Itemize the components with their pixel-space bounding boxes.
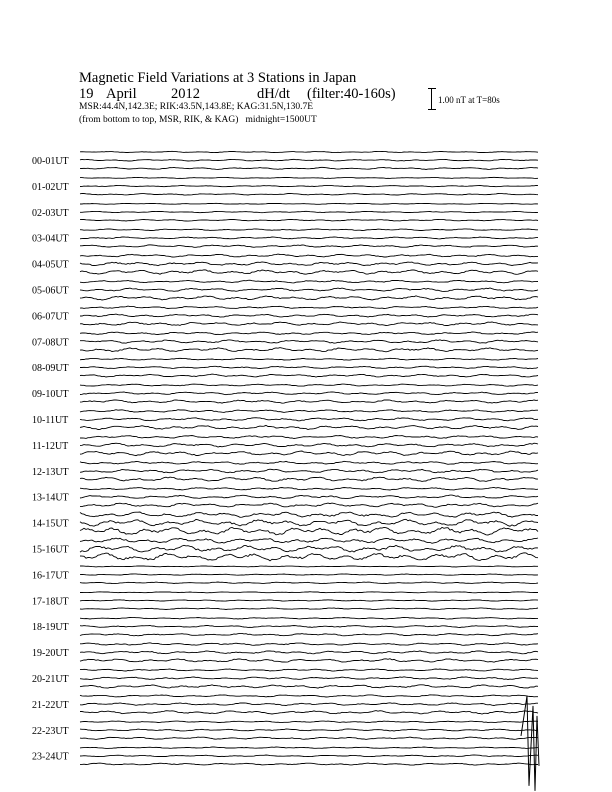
trace-16-17UT-RIK xyxy=(80,574,538,575)
trace-09-10UT-KAG xyxy=(80,384,538,386)
trace-03-04UT-KAG xyxy=(80,229,538,231)
trace-19-20UT-MSR xyxy=(80,659,538,663)
trace-22-23UT-MSR xyxy=(80,737,538,739)
trace-12-13UT-MSR xyxy=(80,477,538,481)
date-day: 19 xyxy=(79,86,94,102)
trace-04-05UT-KAG xyxy=(80,254,538,257)
trace-01-02UT-RIK xyxy=(80,185,538,186)
hour-label-02-03UT: 02-03UT xyxy=(32,207,69,219)
trace-18-19UT-MSR xyxy=(80,633,538,635)
hour-label-10-11UT: 10-11UT xyxy=(32,415,69,426)
trace-16-17UT-MSR xyxy=(80,582,538,584)
trace-10-11UT-RIK xyxy=(80,418,538,421)
hour-label-11-12UT: 11-12UT xyxy=(32,440,69,452)
hour-label-13-14UT: 13-14UT xyxy=(32,492,69,504)
hour-label-00-01UT: 00-01UT xyxy=(32,156,69,167)
trace-03-04UT-MSR xyxy=(80,245,538,248)
hour-label-14-15UT: 14-15UT xyxy=(32,518,69,530)
trace-07-08UT-MSR xyxy=(80,348,538,352)
trace-21-22UT-RIK xyxy=(80,703,538,706)
trace-04-05UT-MSR xyxy=(80,270,538,275)
trace-00-01UT-MSR xyxy=(80,167,538,169)
hour-label-04-05UT: 04-05UT xyxy=(32,259,69,271)
trace-03-04UT-RIK xyxy=(80,237,538,239)
hour-label-06-07UT: 06-07UT xyxy=(32,311,69,323)
order-note: (from bottom to top, MSR, RIK, & KAG) midnight=1500UT xyxy=(79,115,317,125)
trace-05-06UT-MSR xyxy=(80,296,538,300)
trace-02-03UT-RIK xyxy=(80,211,538,212)
scale-label: 1.00 nT at T=80s xyxy=(438,95,500,105)
trace-12-13UT-KAG xyxy=(80,461,538,464)
midnight-note: midnight=1500UT xyxy=(245,115,317,125)
hour-label-09-10UT: 09-10UT xyxy=(32,389,69,401)
trace-01-02UT-MSR xyxy=(80,193,538,195)
trace-05-06UT-RIK xyxy=(80,288,538,291)
trace-14-15UT-KAG xyxy=(80,512,538,517)
trace-06-07UT-MSR xyxy=(80,322,538,326)
filter-label: (filter:40-160s) xyxy=(307,86,396,102)
trace-17-18UT-MSR xyxy=(80,608,538,610)
trace-00-01UT-KAG xyxy=(80,151,538,152)
hour-label-07-08UT: 07-08UT xyxy=(32,337,69,349)
trace-20-21UT-KAG xyxy=(80,669,538,671)
date-month: April xyxy=(106,86,137,102)
hour-label-18-19UT: 18-19UT xyxy=(32,622,69,634)
trace-07-08UT-RIK xyxy=(80,340,538,343)
trace-21-22UT-MSR xyxy=(80,711,538,714)
hour-label-05-06UT: 05-06UT xyxy=(32,285,69,297)
hour-label-22-23UT: 22-23UT xyxy=(32,725,69,737)
hour-label-03-04UT: 03-04UT xyxy=(32,233,69,245)
trace-08-09UT-KAG xyxy=(80,358,538,360)
hour-label-08-09UT: 08-09UT xyxy=(32,363,69,375)
trace-20-21UT-MSR xyxy=(80,685,538,688)
trace-08-09UT-RIK xyxy=(80,366,538,368)
trace-15-16UT-KAG xyxy=(80,538,538,543)
date-year: 2012 xyxy=(171,86,200,102)
trace-11-12UT-MSR xyxy=(80,451,538,456)
trace-05-06UT-KAG xyxy=(80,280,538,283)
hour-label-19-20UT: 19-20UT xyxy=(32,648,69,660)
trace-06-07UT-RIK xyxy=(80,314,538,317)
trace-18-19UT-KAG xyxy=(80,617,538,619)
trace-17-18UT-KAG xyxy=(80,592,538,593)
trace-21-22UT-KAG xyxy=(80,695,538,697)
trace-13-14UT-KAG xyxy=(80,487,538,490)
hour-label-21-22UT: 21-22UT xyxy=(32,699,69,711)
trace-02-03UT-MSR xyxy=(80,219,538,221)
trace-11-12UT-RIK xyxy=(80,443,538,447)
trace-23-24UT-KAG xyxy=(80,747,538,748)
hour-label-16-17UT: 16-17UT xyxy=(32,570,69,582)
trace-19-20UT-KAG xyxy=(80,643,538,646)
trace-13-14UT-MSR xyxy=(80,503,538,507)
stations-label: MSR:44.4N,142.3E; RIK:43.5N,143.8E; KAG:31.5N,130.7E xyxy=(79,102,314,112)
trace-08-09UT-MSR xyxy=(80,374,538,377)
quantity-label: dH/dt xyxy=(257,86,291,102)
trace-22-23UT-KAG xyxy=(80,721,538,723)
trace-17-18UT-RIK xyxy=(80,600,538,601)
trace-10-11UT-KAG xyxy=(80,410,538,413)
trace-09-10UT-MSR xyxy=(80,400,538,403)
trace-14-15UT-MSR xyxy=(80,527,538,535)
trace-02-03UT-KAG xyxy=(80,203,538,204)
trace-10-11UT-MSR xyxy=(80,425,538,429)
spike-trace xyxy=(521,696,539,791)
trace-04-05UT-RIK xyxy=(80,262,538,266)
trace-13-14UT-RIK xyxy=(80,495,538,499)
trace-12-13UT-RIK xyxy=(80,469,538,473)
trace-14-15UT-RIK xyxy=(80,519,538,526)
trace-15-16UT-RIK xyxy=(80,545,538,552)
hour-label-12-13UT: 12-13UT xyxy=(32,466,69,478)
trace-01-02UT-KAG xyxy=(80,177,538,178)
hour-label-15-16UT: 15-16UT xyxy=(32,544,69,556)
trace-20-21UT-RIK xyxy=(80,677,538,680)
trace-15-16UT-MSR xyxy=(80,553,538,561)
hour-label-17-18UT: 17-18UT xyxy=(32,596,69,608)
trace-11-12UT-KAG xyxy=(80,436,538,439)
hour-label-01-02UT: 01-02UT xyxy=(32,181,69,193)
trace-16-17UT-KAG xyxy=(80,566,538,567)
trace-07-08UT-KAG xyxy=(80,332,538,335)
trace-06-07UT-KAG xyxy=(80,306,538,308)
trace-23-24UT-RIK xyxy=(80,755,538,757)
trace-00-01UT-RIK xyxy=(80,159,538,161)
trace-19-20UT-RIK xyxy=(80,651,538,654)
trace-18-19UT-RIK xyxy=(80,625,538,627)
trace-09-10UT-RIK xyxy=(80,392,538,395)
hour-label-20-21UT: 20-21UT xyxy=(32,674,69,685)
trace-23-24UT-MSR xyxy=(80,763,538,765)
trace-22-23UT-RIK xyxy=(80,729,538,731)
chart-title: Magnetic Field Variations at 3 Stations in Japan xyxy=(79,70,357,86)
hour-label-23-24UT: 23-24UT xyxy=(32,751,69,763)
